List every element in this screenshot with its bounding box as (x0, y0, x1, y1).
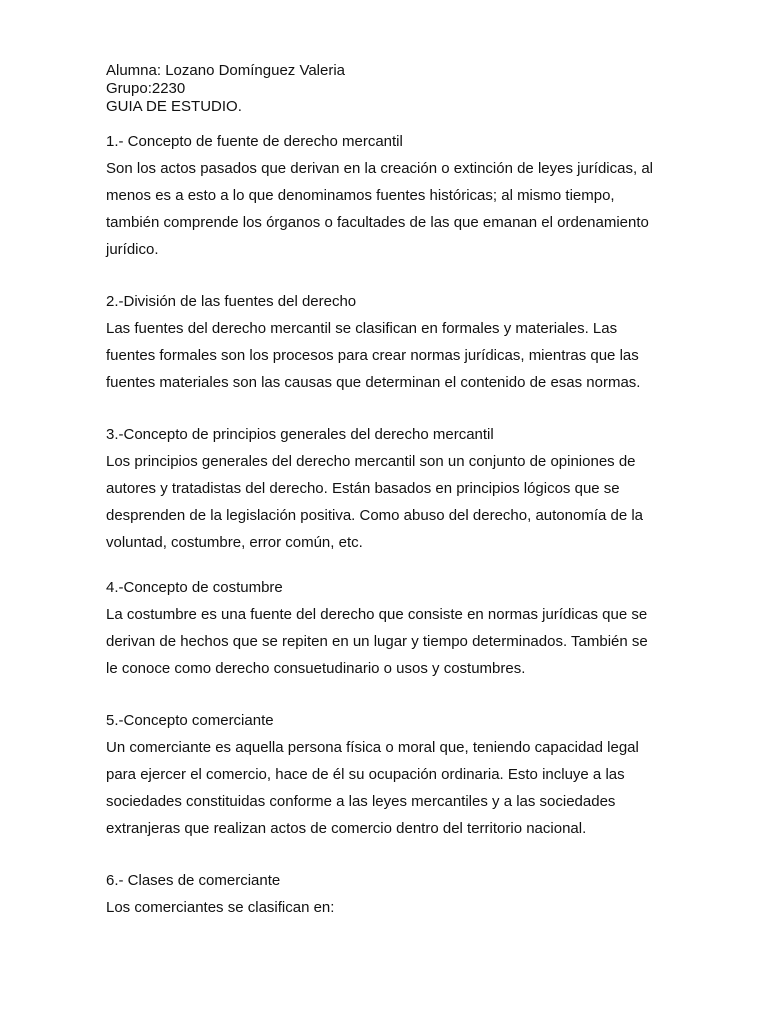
section-line: menos es a esto a lo que denominamos fuentes históricas; al mismo tiempo, (106, 187, 615, 204)
section-line: Los comerciantes se clasifican en: (106, 899, 335, 916)
section-5 (106, 707, 662, 842)
section-1 (106, 128, 662, 263)
section-3 (106, 421, 662, 556)
section-line: autores y tratadistas del derecho. Están basados en principios lógicos que se (106, 480, 620, 497)
section-heading: 3.-Concepto de principios generales del derecho mercantil (106, 426, 494, 443)
section-line: para ejercer el comercio, hace de él su ocupación ordinaria. Esto incluye a las (106, 766, 625, 783)
section-heading: 6.- Clases de comerciante (106, 872, 281, 889)
section-line: La costumbre es una fuente del derecho que consiste en normas jurídicas que se (106, 606, 648, 623)
section-heading: 5.-Concepto comerciante (106, 712, 274, 729)
section-2 (106, 288, 662, 396)
section-line: Los principios generales del derecho mercantil son un conjunto de opiniones de (106, 453, 636, 470)
section-heading: 4.-Concepto de costumbre (106, 579, 283, 596)
section-line: derivan de hechos que se repiten en un lugar y tiempo determinados. También se (106, 633, 648, 650)
section-line: desprenden de la legislación positiva. Como abuso del derecho, autonomía de la (106, 507, 644, 524)
document-header (106, 62, 662, 116)
section-heading: 2.-División de las fuentes del derecho (106, 293, 357, 310)
section-line: fuentes materiales son las causas que determinan el contenido de esas normas. (106, 374, 641, 391)
section-line: sociedades constituidas conforme a las leyes mercantiles y a las sociedades (106, 793, 616, 810)
section-line: Un comerciante es aquella persona física o moral que, teniendo capacidad legal (106, 739, 639, 756)
section-line: Son los actos pasados que derivan en la creación o extinción de leyes jurídicas, al (106, 160, 653, 177)
document-page (106, 62, 662, 921)
section-line: le conoce como derecho consuetudinario o usos y costumbres. (106, 660, 526, 677)
section-6 (106, 867, 662, 921)
section-line: extranjeras que realizan actos de comercio dentro del territorio nacional. (106, 820, 587, 837)
section-heading: 1.- Concepto de fuente de derecho mercantil (106, 133, 403, 150)
section-line: jurídico. (106, 241, 159, 258)
section-line: fuentes formales son los procesos para crear normas jurídicas, mientras que las (106, 347, 639, 364)
section-line: también comprende los órganos o facultades de las que emanan el ordenamiento (106, 214, 649, 231)
section-line: voluntad, costumbre, error común, etc. (106, 534, 363, 551)
section-4 (106, 574, 662, 682)
student-name: Alumna: Lozano Domínguez Valeria (106, 62, 346, 79)
document-title: GUIA DE ESTUDIO. (106, 98, 242, 115)
section-line: Las fuentes del derecho mercantil se clasifican en formales y materiales. Las (106, 320, 618, 337)
group-number: Grupo:2230 (106, 80, 186, 97)
